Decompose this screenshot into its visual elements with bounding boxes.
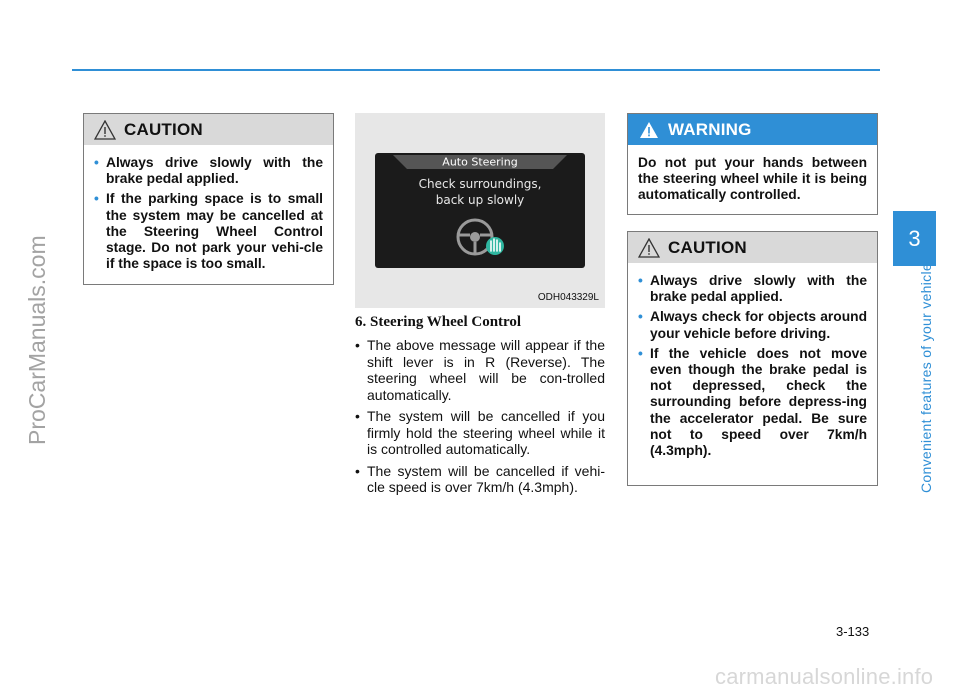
warning-triangle-icon [638, 238, 660, 258]
screen-title: Auto Steering [442, 155, 518, 169]
caution-box-left [83, 113, 334, 285]
caution-box-right [627, 231, 878, 486]
top-rule [72, 69, 880, 71]
watermark: ProCarManuals.com [24, 235, 50, 445]
section-heading: 6. Steering Wheel Control [355, 314, 522, 330]
caution-body [84, 145, 333, 286]
caution-header [84, 114, 333, 145]
site-watermark: carmanualsonline.info [715, 664, 934, 689]
caution-item: • If the parking space is to small the system may be cancelled at the Steering Wheel Control stage. Do not park your vehi-cle if the space is too small. [94, 191, 323, 272]
figure-code: ODH043329L [537, 292, 599, 303]
warning-text: Do not put your hands between the steering wheel while it is being automatically controlled. [638, 155, 867, 203]
warning-body [628, 145, 877, 214]
cluster-display [375, 153, 585, 268]
warning-header [628, 114, 877, 145]
screen-line-1: Check surroundings, [418, 177, 542, 191]
warning-title: WARNING [668, 119, 752, 139]
hand-icon [486, 237, 504, 255]
caution-body [628, 263, 877, 473]
chapter-number: 3 [908, 225, 921, 251]
warning-box [627, 113, 878, 215]
steering-wheel-control-section [355, 314, 605, 501]
section-item: • The system will be cancelled if vehi-cle speed is over 7km/h (4.3mph). [355, 463, 605, 496]
section-item: • The system will be cancelled if you firmly hold the steering wheel while it is controlled automatically. [355, 408, 605, 458]
caution-header [628, 232, 877, 263]
page-number: 3-133 [836, 624, 870, 639]
screen-line-2: back up slowly [435, 193, 525, 207]
caution-item: • Always check for objects around your vehicle before driving. [638, 309, 867, 341]
caution-item: • Always drive slowly with the brake pedal applied. [638, 273, 867, 305]
caution-item: • If the vehicle does not move even though the brake pedal is not depressed, check the surrounding before depress-ing the accelerator pedal. Be sure not to speed over 7km/h (4.3mph). [638, 346, 867, 459]
warning-triangle-icon [638, 120, 660, 140]
cluster-display-graphic [375, 153, 585, 268]
caution-title: CAUTION [668, 237, 747, 257]
section-item: • The above message will appear if the shift lever is in R (Reverse). The steering wheel will be con-trolled automatically. [355, 337, 605, 403]
chapter-tab [893, 211, 936, 266]
warning-triangle-icon [94, 120, 116, 140]
caution-item: • Always drive slowly with the brake pedal applied. [94, 155, 323, 187]
chapter-title: Convenient features of your vehicle [918, 263, 934, 493]
instrument-cluster-figure [355, 113, 605, 308]
caution-title: CAUTION [124, 119, 203, 139]
